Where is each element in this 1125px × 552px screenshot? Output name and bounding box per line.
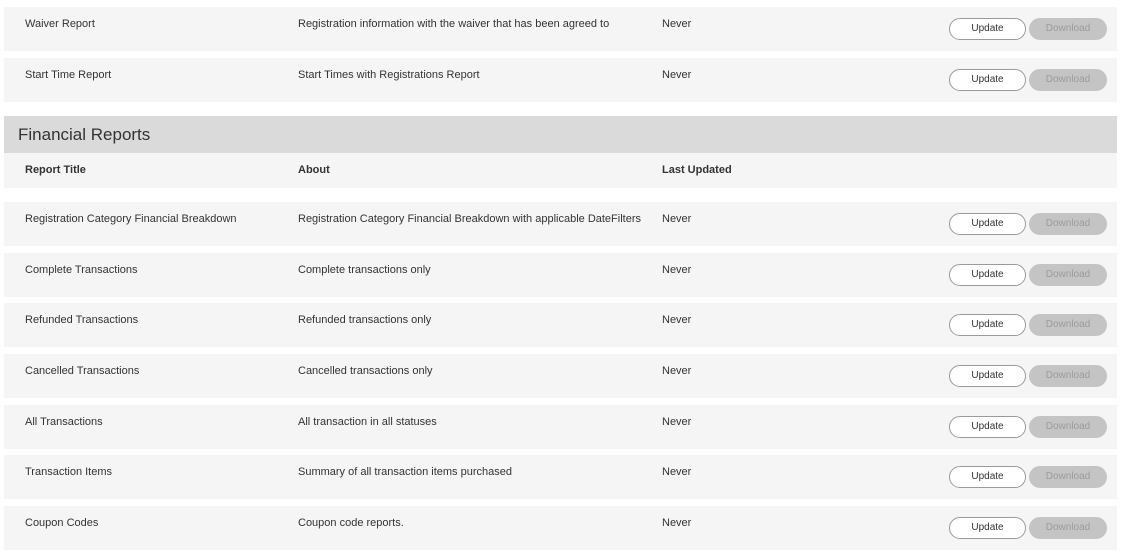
report-row — [4, 506, 1117, 550]
update-button[interactable]: Update — [949, 517, 1026, 539]
report-title: All Transactions — [25, 416, 103, 428]
report-last-updated: Never — [662, 314, 692, 326]
report-last-updated: Never — [662, 365, 692, 377]
update-button[interactable]: Update — [949, 264, 1026, 286]
download-button[interactable]: Download — [1029, 69, 1107, 91]
report-row — [4, 303, 1117, 347]
download-button[interactable]: Download — [1029, 213, 1107, 235]
update-button[interactable]: Update — [949, 18, 1026, 40]
update-button[interactable]: Update — [949, 466, 1026, 488]
update-button[interactable]: Update — [949, 69, 1026, 91]
report-row-start-time — [4, 58, 1117, 102]
report-about: Complete transactions only — [298, 264, 431, 276]
download-button[interactable]: Download — [1029, 365, 1107, 387]
report-about: Registration Category Financial Breakdown with applicable DateFilters — [298, 213, 641, 225]
report-about: Refunded transactions only — [298, 314, 432, 326]
report-title: Coupon Codes — [25, 517, 99, 529]
report-about: All transaction in all statuses — [298, 416, 437, 428]
report-about: Summary of all transaction items purchased — [298, 466, 512, 478]
report-title: Start Time Report — [25, 69, 112, 81]
report-row — [4, 354, 1117, 398]
update-button[interactable]: Update — [949, 416, 1026, 438]
report-row — [4, 253, 1117, 297]
report-title: Transaction Items — [25, 466, 113, 478]
column-header-last-updated: Last Updated — [662, 164, 732, 176]
report-title: Registration Category Financial Breakdown — [25, 213, 237, 225]
report-last-updated: Never — [662, 466, 692, 478]
report-last-updated: Never — [662, 416, 692, 428]
report-about: Coupon code reports. — [298, 517, 404, 529]
table-header-row — [4, 153, 1117, 188]
report-last-updated: Never — [662, 264, 692, 276]
report-about: Cancelled transactions only — [298, 365, 433, 377]
report-last-updated: Never — [662, 18, 692, 30]
column-header-about: About — [298, 164, 330, 176]
download-button[interactable]: Download — [1029, 517, 1107, 539]
update-button[interactable]: Update — [949, 213, 1026, 235]
download-button[interactable]: Download — [1029, 416, 1107, 438]
report-row-waiver — [4, 7, 1117, 51]
report-title: Complete Transactions — [25, 264, 138, 276]
financial-reports-header — [4, 116, 1117, 153]
report-about: Registration information with the waiver that has been agreed to — [298, 18, 610, 30]
report-title: Cancelled Transactions — [25, 365, 140, 377]
download-button[interactable]: Download — [1029, 18, 1107, 40]
report-last-updated: Never — [662, 517, 692, 529]
report-last-updated: Never — [662, 69, 692, 81]
section-title: Financial Reports — [18, 125, 151, 144]
download-button[interactable]: Download — [1029, 466, 1107, 488]
update-button[interactable]: Update — [949, 314, 1026, 336]
report-title: Refunded Transactions — [25, 314, 139, 326]
column-header-title: Report Title — [25, 164, 86, 176]
update-button[interactable]: Update — [949, 365, 1026, 387]
report-row — [4, 202, 1117, 246]
report-row — [4, 455, 1117, 499]
download-button[interactable]: Download — [1029, 264, 1107, 286]
download-button[interactable]: Download — [1029, 314, 1107, 336]
report-title: Waiver Report — [25, 18, 95, 30]
report-row — [4, 405, 1117, 449]
report-about: Start Times with Registrations Report — [298, 69, 480, 81]
report-last-updated: Never — [662, 213, 692, 225]
